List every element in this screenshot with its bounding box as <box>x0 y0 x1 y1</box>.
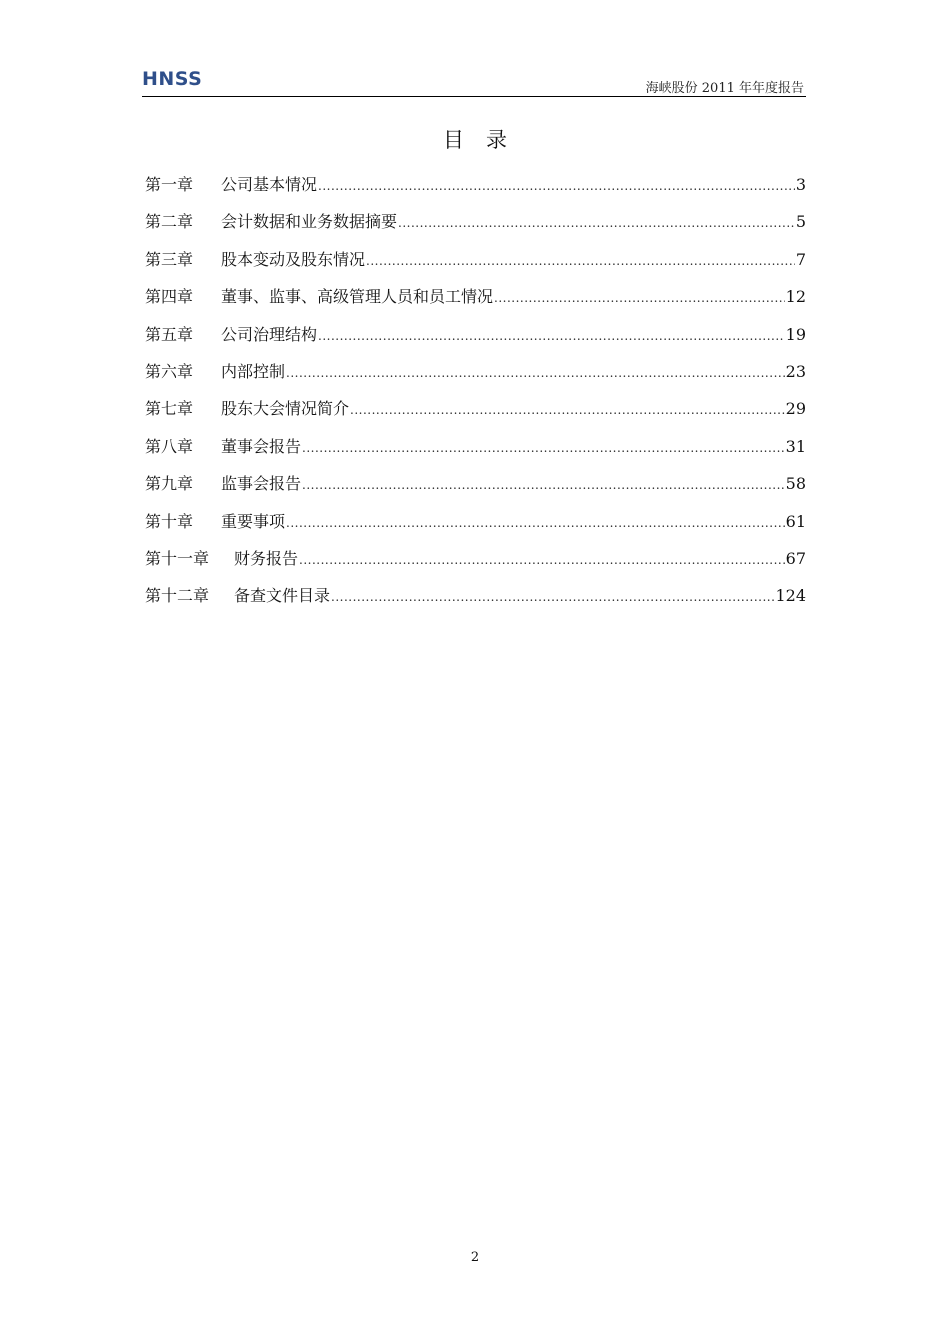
header-divider <box>142 96 806 97</box>
toc-entry[interactable] <box>145 247 806 284</box>
toc-entry[interactable] <box>145 396 806 433</box>
toc-leader <box>286 366 785 380</box>
toc-chapter: 第七章 <box>145 399 194 419</box>
toc-chapter: 第八章 <box>145 436 194 456</box>
toc-entry[interactable] <box>145 359 806 396</box>
toc-name: 董事、监事、高级管理人员和员工情况 <box>221 287 494 307</box>
toc-entry[interactable] <box>145 471 806 508</box>
toc-page: 19 <box>785 324 806 344</box>
toc-page: 5 <box>795 212 806 232</box>
toc-page: 31 <box>785 436 806 456</box>
toc-name: 内部控制 <box>221 361 286 381</box>
toc-entry[interactable] <box>145 209 806 246</box>
toc-leader <box>366 254 795 268</box>
toc-leader <box>302 441 785 455</box>
toc-name: 财务报告 <box>234 548 299 568</box>
toc-page: 58 <box>785 474 806 494</box>
toc-page: 124 <box>775 586 806 606</box>
toc-chapter: 第一章 <box>145 175 194 194</box>
toc-page: 12 <box>785 287 806 307</box>
toc-entry[interactable] <box>145 284 806 321</box>
toc-leader <box>318 329 785 343</box>
toc-chapter: 第三章 <box>145 249 194 269</box>
toc-entry[interactable] <box>145 583 806 620</box>
toc-leader <box>318 179 795 193</box>
toc-page: 23 <box>785 361 806 381</box>
toc-leader <box>302 478 785 492</box>
toc-name: 公司基本情况 <box>221 175 318 194</box>
toc-page: 3 <box>795 175 806 194</box>
toc-page: 61 <box>785 511 806 531</box>
toc-page: 67 <box>785 548 806 568</box>
toc-name: 公司治理结构 <box>221 324 318 344</box>
company-logo: HNSS <box>142 68 203 90</box>
toc-title: 目录 <box>443 128 529 152</box>
toc-page: 7 <box>795 249 806 269</box>
toc-leader <box>299 553 785 567</box>
toc-name: 监事会报告 <box>221 474 302 494</box>
toc-entry[interactable] <box>145 172 806 209</box>
toc-chapter: 第五章 <box>145 324 194 344</box>
toc-entry[interactable] <box>145 509 806 546</box>
toc-page: 29 <box>785 399 806 419</box>
toc-leader <box>494 291 785 305</box>
toc-name: 备查文件目录 <box>234 586 331 606</box>
toc-name: 董事会报告 <box>221 436 302 456</box>
toc-entry[interactable] <box>145 434 806 471</box>
toc-chapter: 第四章 <box>145 287 194 307</box>
toc-chapter: 第十二章 <box>145 586 210 606</box>
report-header-title: 海峡股份 2011 年年度报告 <box>645 81 804 96</box>
toc-chapter: 第九章 <box>145 474 194 494</box>
toc-leader <box>331 590 774 604</box>
toc-entry[interactable] <box>145 322 806 359</box>
toc-chapter: 第六章 <box>145 361 194 381</box>
toc-name: 重要事项 <box>221 511 286 531</box>
toc-name: 股东大会情况简介 <box>221 399 350 419</box>
toc-chapter: 第十章 <box>145 511 194 531</box>
table-of-contents <box>145 172 806 621</box>
page-number: 2 <box>470 1250 480 1265</box>
toc-name: 会计数据和业务数据摘要 <box>221 212 398 232</box>
toc-chapter: 第二章 <box>145 212 194 232</box>
toc-chapter: 第十一章 <box>145 548 210 568</box>
toc-entry[interactable] <box>145 546 806 583</box>
toc-leader <box>350 403 785 417</box>
toc-leader <box>286 516 785 530</box>
toc-name: 股本变动及股东情况 <box>221 249 366 269</box>
toc-leader <box>398 216 795 230</box>
